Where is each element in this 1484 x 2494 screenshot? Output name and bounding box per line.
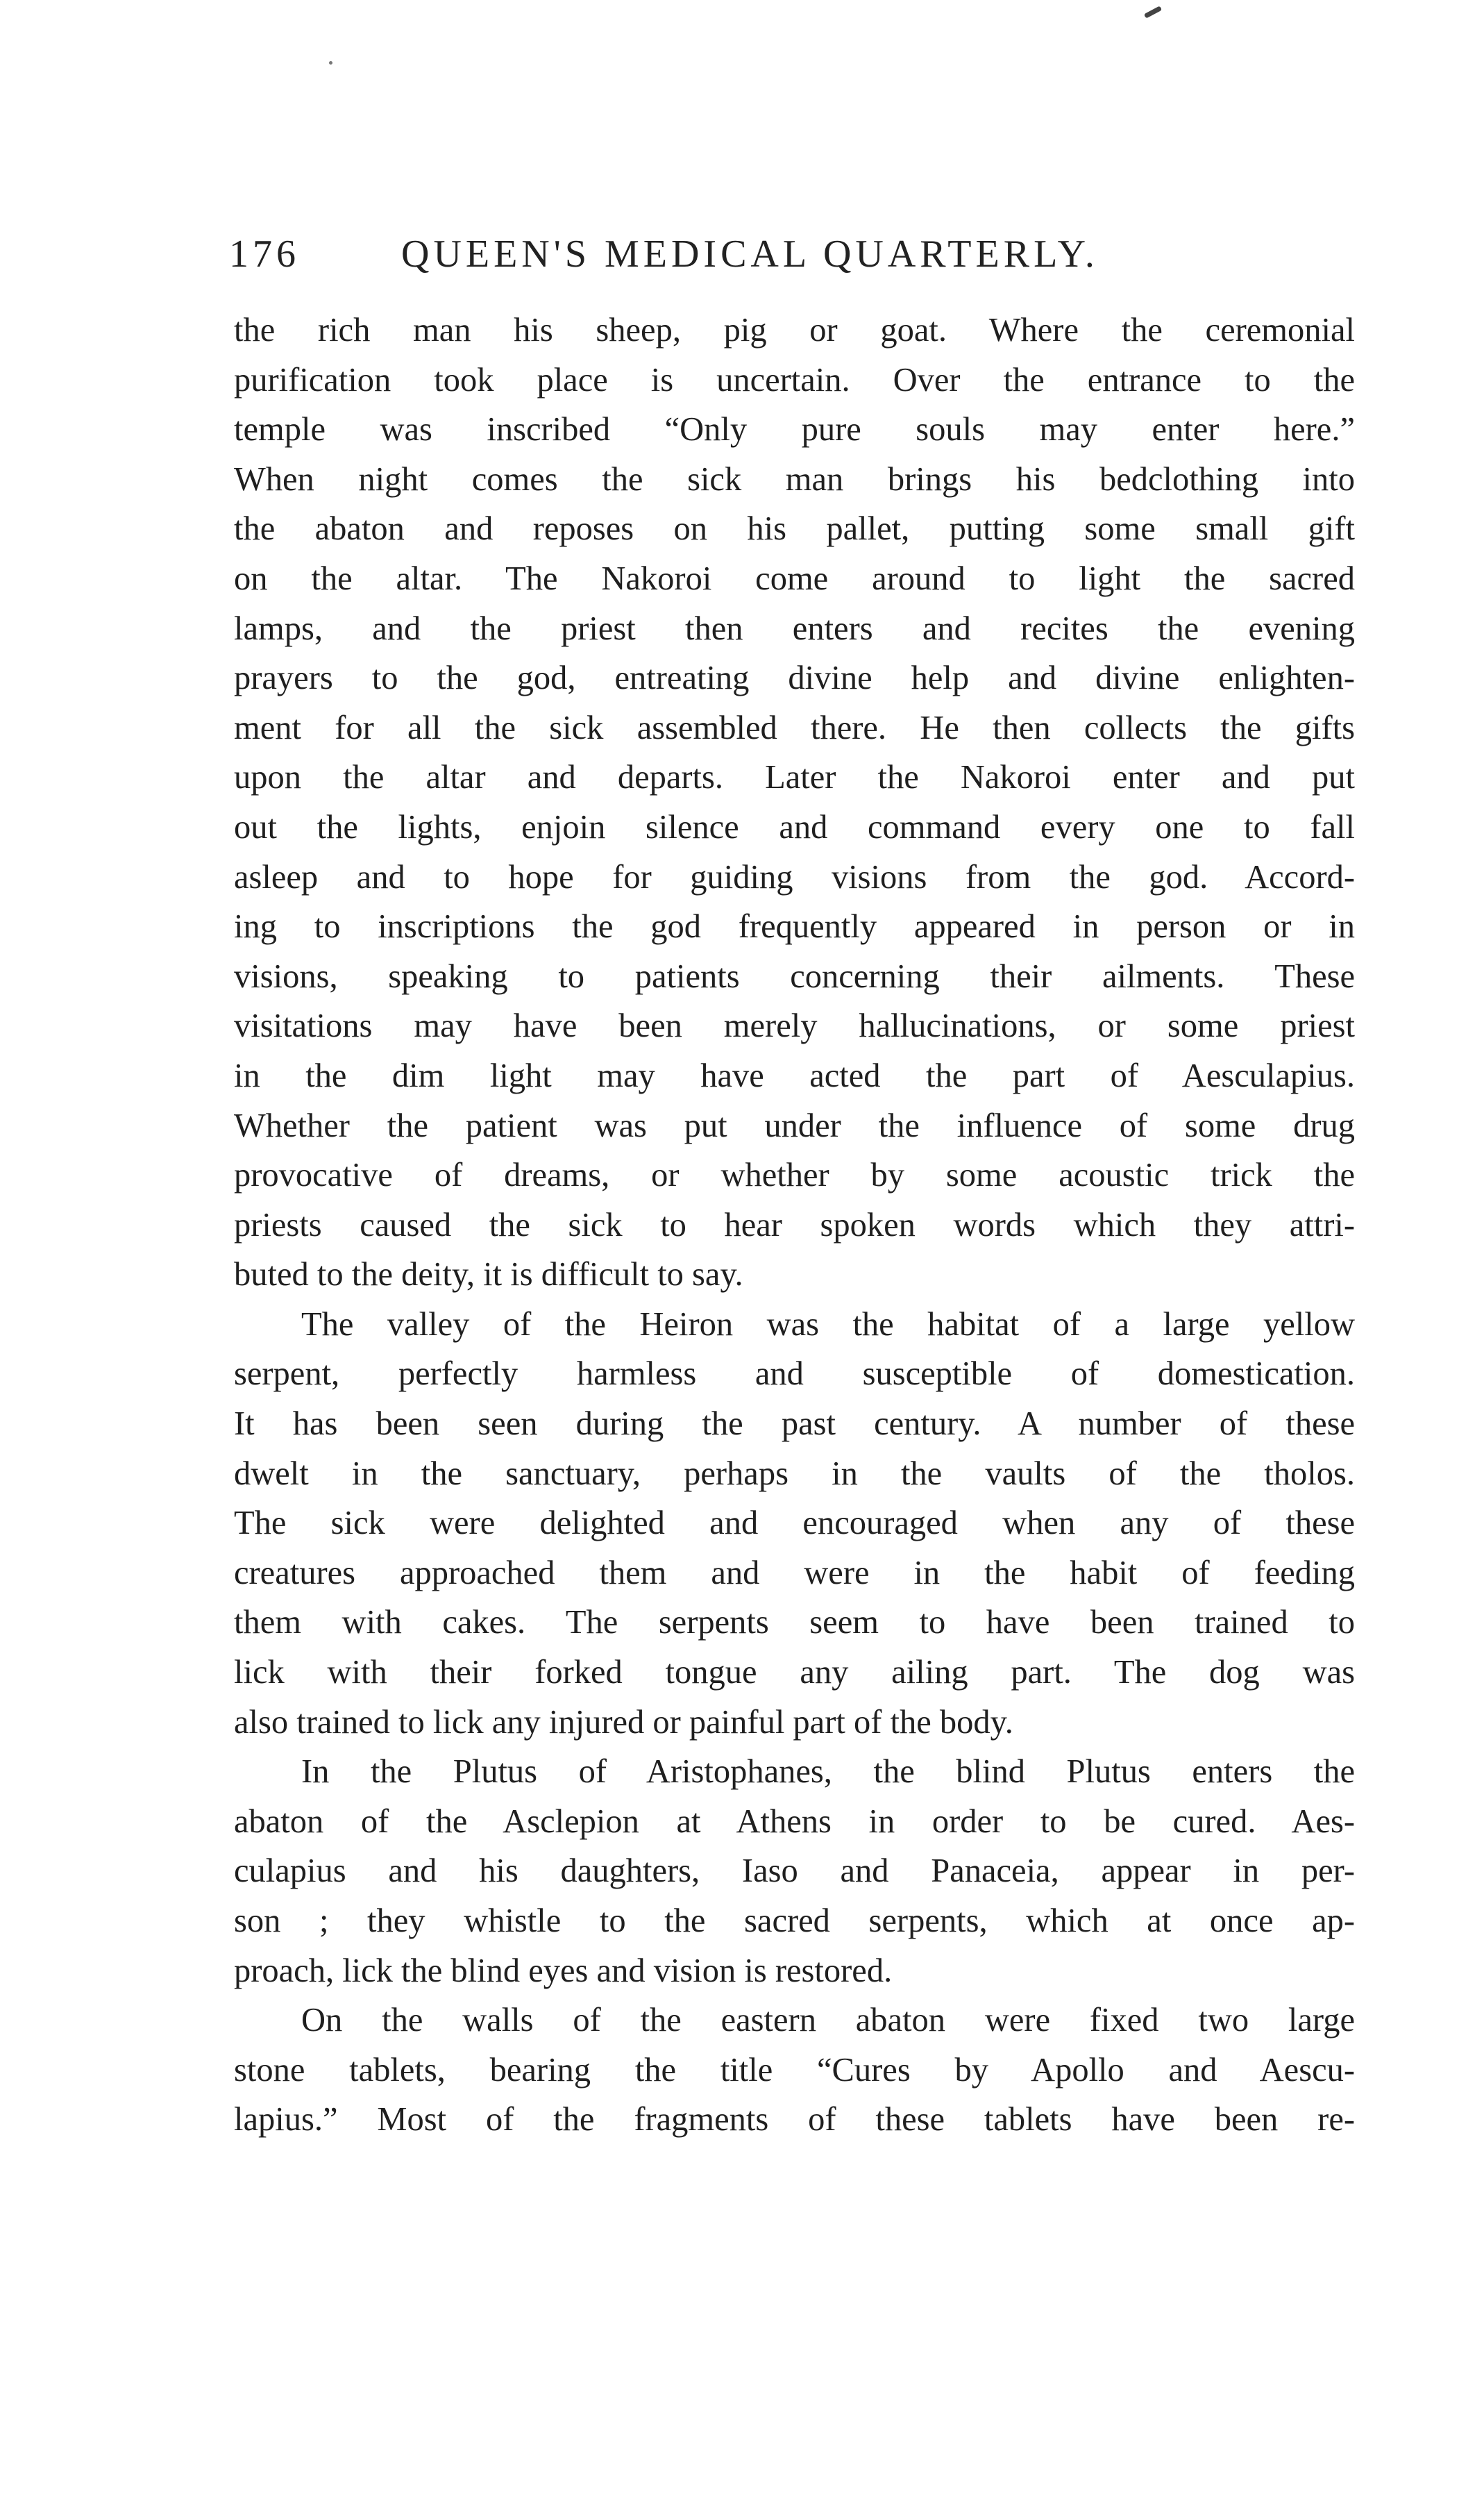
text-line: visitations may have been merely hallucinations, or some priest bbox=[234, 1007, 1355, 1045]
text-line: also trained to lick any injured or painful part of the body. bbox=[234, 1703, 1013, 1741]
text-line: lick with their forked tongue any ailing part. The dog was bbox=[234, 1654, 1355, 1691]
text-line: abaton of the Asclepion at Athens in order to be cured. Aes- bbox=[234, 1802, 1355, 1840]
text-line: buted to the deity, it is difficult to say. bbox=[234, 1256, 743, 1294]
text-line: ment for all the sick assembled there. He then collects the gifts bbox=[234, 709, 1355, 746]
text-line: The sick were delighted and encouraged when any of these bbox=[234, 1505, 1355, 1542]
text-line: visions, speaking to patients concerning their ailments. These bbox=[234, 957, 1355, 995]
text-line: On the walls of the eastern abaton were fixed two large bbox=[234, 2002, 1355, 2039]
text-line: the abaton and reposes on his pallet, putting some small gift bbox=[234, 510, 1355, 548]
text-line: on the altar. The Nakoroi come around to light the sacred bbox=[234, 560, 1355, 597]
text-line: culapius and his daughters, Iaso and Panaceia, appear in per- bbox=[234, 1852, 1355, 1890]
text-line: provocative of dreams, or whether by some acoustic trick the bbox=[234, 1157, 1355, 1194]
text-line: In the Plutus of Aristophanes, the blind Plutus enters the bbox=[234, 1753, 1355, 1791]
text-line: ing to inscriptions the god frequently appeared in person or in bbox=[234, 908, 1355, 946]
text-line: out the lights, enjoin silence and command every one to fall bbox=[234, 808, 1355, 846]
text-line: Whether the patient was put under the influence of some drug bbox=[234, 1107, 1355, 1144]
ink-mark bbox=[1144, 6, 1162, 18]
text-line: stone tablets, bearing the title “Cures by Apollo and Aescu- bbox=[234, 2051, 1355, 2089]
text-line: upon the altar and departs. Later the Nakoroi enter and put bbox=[234, 759, 1355, 796]
text-line: It has been seen during the past century. A number of these bbox=[234, 1405, 1355, 1443]
ink-dot bbox=[329, 61, 332, 65]
text-line: prayers to the god, entreating divine help and divine enlighten- bbox=[234, 660, 1355, 697]
text-line: The valley of the Heiron was the habitat of a large yellow bbox=[234, 1305, 1355, 1343]
page-header bbox=[229, 226, 1374, 282]
text-line: son ; they whistle to the sacred serpents, which at once ap- bbox=[234, 1902, 1355, 1939]
text-line: the rich man his sheep, pig or goat. Where the ceremonial bbox=[234, 312, 1355, 349]
text-line: them with cakes. The serpents seem to have been trained to bbox=[234, 1604, 1355, 1641]
text-line: proach, lick the blind eyes and vision is restored. bbox=[234, 1952, 893, 1989]
page-number: 176 bbox=[229, 233, 300, 276]
text-line: asleep and to hope for guiding visions from the god. Accord- bbox=[234, 858, 1355, 896]
text-line: creatures approached them and were in the habit of feeding bbox=[234, 1554, 1355, 1591]
text-line: lapius.” Most of the fragments of these tablets have been re- bbox=[234, 2101, 1355, 2139]
text-line: serpent, perfectly harmless and susceptible of domestication. bbox=[234, 1355, 1355, 1393]
text-line: lamps, and the priest then enters and recites the evening bbox=[234, 610, 1355, 647]
text-line: in the dim light may have acted the part of Aesculapius. bbox=[234, 1057, 1355, 1094]
text-line: temple was inscribed “Only pure souls may enter here.” bbox=[234, 411, 1355, 449]
text-line: dwelt in the sanctuary, perhaps in the vaults of the tholos. bbox=[234, 1455, 1355, 1492]
text-line: priests caused the sick to hear spoken words which they attri- bbox=[234, 1206, 1355, 1244]
text-line: purification took place is uncertain. Over the entrance to the bbox=[234, 361, 1355, 399]
body-text bbox=[234, 306, 1355, 2145]
running-title: QUEEN'S MEDICAL QUARTERLY. bbox=[401, 233, 1099, 276]
text-line: When night comes the sick man brings his bedclothing into bbox=[234, 460, 1355, 498]
